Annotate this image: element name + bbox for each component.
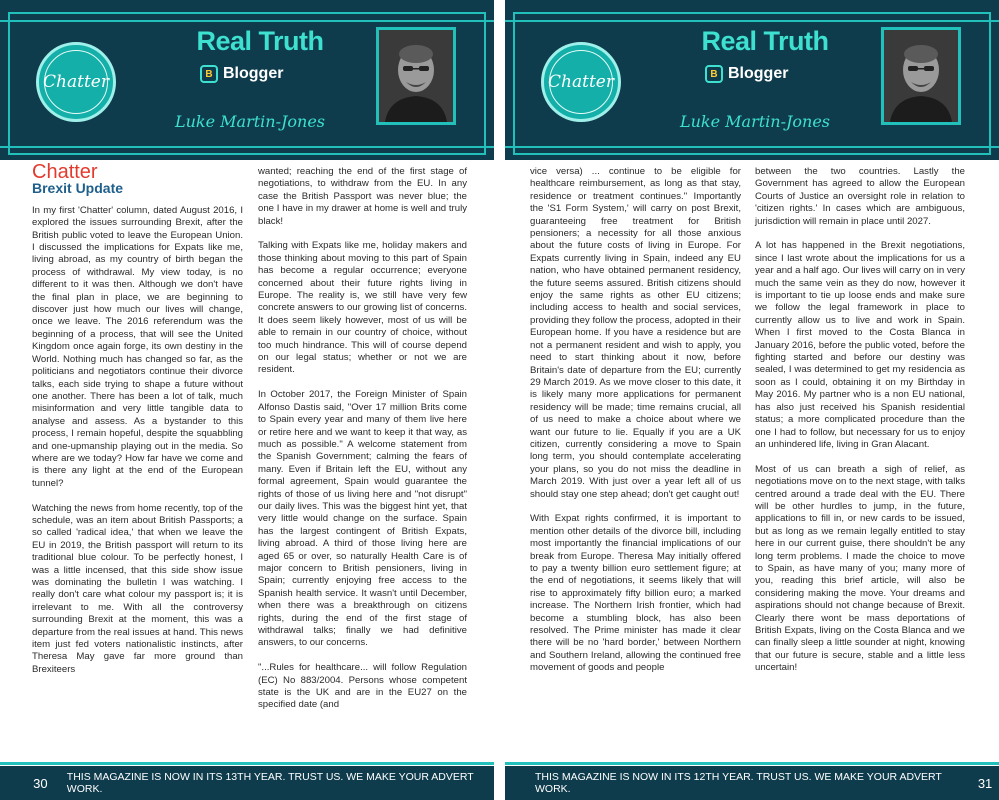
- blogger-icon: B: [705, 65, 723, 83]
- paragraph: Watching the news from home recently, top of the schedule, was an item about British Passports; a so called 'radical idea,' that when we leave the EU in 2019, the British passport will return to its traditional blue colour. To be perfectly honest, I was a little incensed, that this side show issue was dominating the bulletin I was watching. I really don't care what colour my passport is; it is irrelevant to me. With all the controversy surrounding Brexit at the moment, this was a departure from the real issues at hand. This news item just fed voters nationalistic instincts, after Theresa May gave far more ground than Brexiteers: [32, 502, 243, 675]
- logo-text: Chatter: [548, 72, 614, 92]
- page-number: 30: [33, 775, 48, 791]
- blogger-badge: [705, 63, 825, 85]
- paragraph: vice versa) ... continue to be eligible for healthcare reimbursement, as long as that stay, residence or treatment continues." Importantly the 'S1 Form System,' will carry on post Brexit, guaranteeing free treatment for British pensioners; a necessity for all those anxious about the future costs of living in Europe. For Expats currently living in Spain, indeed any EU nation, who have obtained permanent residency, the future seems assured. British citizens should enjoy the same rights as other EU citizens; including access to health and social services, providing they follow the process, adopted in their European home. If you have a residence but are not a permanent resident and wish to apply, you need to start thinking about it now, before Britain's date of departure from the EU; currently 29 March 2019. As we move closer to this date, it is likely many more applications for permanent residency will be made; time remains crucial, all of us need to make a choice about where we want our future to lie. Equally if you are a UK citizen, currently considering a move to Spain long term, you should contemplate accelerating your plans, so you do not miss the deadline in March 2019. With just over a year left all of us should stay one step ahead; don't get caught out!: [530, 166, 741, 500]
- left-column-2: [258, 166, 467, 724]
- right-column-2: [755, 166, 965, 687]
- paragraph: Talking with Expats like me, holiday makers and those thinking about moving to this part of Spain has become a regular occurrence; everyone concerned about their future rights living in Europe. The reality is, we still have very few concrete answers to our growing list of concerns. It does seem likely however, most of us will be able to remain in our country of choice, without too much hindrance. This will of course depend on our legal status; whether or not we are resident.: [258, 240, 467, 376]
- column-title: Real Truth: [701, 26, 829, 56]
- column-title: Real Truth: [196, 26, 324, 56]
- chatter-logo: [541, 42, 621, 122]
- author-name: Luke Martin-Jones: [174, 112, 326, 131]
- page-number: 31: [977, 775, 993, 791]
- paragraph: In October 2017, the Foreign Minister of Spain Alfonso Dastis said, "Over 17 million Brits come to Spain every year and many of them live here or retire here and we want to keep it that way, as much as possible." A welcome statement from the Spanish Government; calming the fears of many. Even if Britain left the EU, without any formal agreement, Spain would guarantee the rights of those of us living here and "not disrupt" our daily lives. This was the biggest hint yet, that very little would change on the surface. Spain has the largest contingent of British Expats, living abroad. A third of those living here are aged 65 or over, so naturally Health Care is of major concern to British pensioners, living in Spain; currently enjoying free access to the Spanish health service. It wasn't until December, when there was a breakthrough on citizens rights, during the end of the first stage of withdrawal talks; finally we had definitive answers, to our concerns.: [258, 389, 467, 649]
- paragraph: With Expat rights confirmed, it is important to mention other details of the divorce bill, including most importantly the financial implications of our break from Europe. Theresa May initially offered to pay a twenty billion euro settlement figure; at the end of negotiations, it seems likely that will rise to approximately fifty billion euro; a marked increase. The Northern Irish frontier, which had become a stumbling block, has also been resolved. The Prime minister has made it clear there will be no 'hard border,' between Northern and Southern Ireland, allowing the continued free movement of goods and people: [530, 513, 741, 674]
- chatter-logo: [36, 42, 116, 122]
- right-page-footer: [505, 766, 999, 800]
- blogger-icon: B: [200, 65, 218, 83]
- right-page-header: [505, 0, 999, 160]
- paragraph: "...Rules for healthcare... will follow Regulation (EC) No 883/2004. Persons whose competent state is the UK and are in the EU27 on the specified date (and: [258, 662, 467, 711]
- left-page: [0, 0, 494, 800]
- footer-text: THIS MAGAZINE IS NOW IN ITS 13TH YEAR. TRUST US. WE MAKE YOUR ADVERT WORK.: [66, 771, 474, 795]
- footer-text: THIS MAGAZINE IS NOW IN ITS 12TH YEAR. TRUST US. WE MAKE YOUR ADVERT WORK.: [535, 771, 942, 795]
- blogger-label: Blogger: [728, 65, 789, 82]
- left-page-footer: [0, 766, 494, 800]
- right-column-1: [530, 166, 741, 687]
- paragraph: A lot has happened in the Brexit negotiations, since I last wrote about the implications for us a year and a half ago. Our lives will carry on in very much the same vein as they do now, however it is important to tie up loose ends and make sure we follow the legal framework in place to currently allow us to live and work in Spain. When I first moved to the Costa Blanca in January 2016, before the public voted, before the fighting started and before our destiny was sealed, I was determined to get my residencia as soon as I could, obtaining it on my Birthday in May 2016. My partner who is a non EU national, has also just received his Spanish residential status; a more complicated procedure than the one I had to follow, but necessary for us to enjoy an unhindered life, living in Gran Alacant.: [755, 240, 965, 450]
- gutter: [494, 0, 505, 800]
- author-name: Luke Martin-Jones: [679, 112, 831, 131]
- left-column-1: [32, 161, 243, 689]
- left-page-header: [0, 0, 494, 160]
- right-page: [505, 0, 999, 800]
- paragraph: wanted; reaching the end of the first stage of negotiations, to withdraw from the EU. In any case the British Passport was never blue; the one I have in my drawer at home is well and truly black!: [258, 166, 467, 227]
- author-photo: [881, 27, 961, 125]
- paragraph: In my first 'Chatter' column, dated August 2016, I explored the issues surrounding Brexit, after the British public voted to leave the European Union. I discussed the implications for Expats like me, living abroad, as my country of birth began the process of withdrawal. My view today, is no different to it was then. Although we don't have the final plan in place, we are beginning to discover just how much our lives will change, once we leave. The 2016 referendum was the beginning of a process, that will see the United Kingdom once again forge, its own destiny in the World. Nothing much has changed so far, as the politicians and negotiators continue their divorce talks, each side trying to shape a future without one another. There has been a lot of talk, much misinformation and very little tangible data to analyse and assess. As a bystander to this process, I remain hopeful, despite the squabbling and one-upmanship playing out in the media. So where are we today? How far have we come and is there any light at the end of the European tunnel?: [32, 204, 243, 489]
- logo-text: Chatter: [43, 72, 109, 92]
- article-title: Brexit Update: [32, 180, 124, 197]
- author-photo: [376, 27, 456, 125]
- blogger-badge: [200, 63, 320, 85]
- paragraph: between the two countries. Lastly the Government has agreed to allow the European Courts of Justice an oversight role in relation to 'citizen rights.' In cases which are ambiguous, jurisdiction will remain in place until 2027.: [755, 166, 965, 227]
- paragraph: Most of us can breath a sigh of relief, as negotiations move on to the next stage, with talks centred around a trade deal with the EU. There will be other hurdles to jump, in the future, applications to fill in, or new cards to be issued, but as long as we remain legally entitled to stay here in our current guise, there shouldn't be any long term problems. I made the choice to move to Spain, as have many of you; many more of you, reading this brief article, will also be considering making the move. Your dreams and aspirations should not change because of Brexit. Clearly there wont be mass deportations of British Expats, living on the Costa Blanca and we can finally sleep a little sounder at night, knowing that our future is secure, stable and a little less uncertain!: [755, 463, 965, 674]
- section-heading: Chatter: [32, 161, 98, 183]
- blogger-label: Blogger: [223, 65, 284, 82]
